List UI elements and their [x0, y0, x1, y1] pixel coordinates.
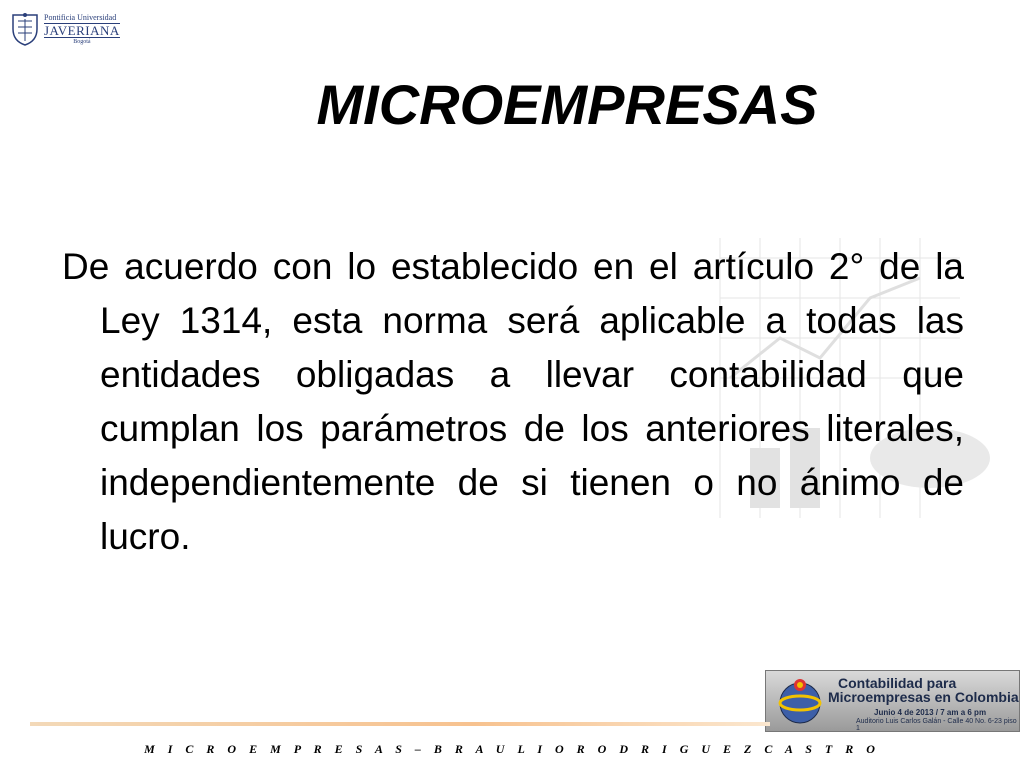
shield-icon: [10, 11, 40, 47]
slide-title: MICROEMPRESAS: [316, 73, 818, 136]
banner-line-4: Auditorio Luis Carlos Galán - Calle 40 No. 6-23 piso 1: [856, 718, 1017, 732]
event-banner: [765, 670, 1020, 732]
logo-line-2: JAVERIANA: [44, 22, 120, 38]
footer-text: M I C R O E M P R E S A S – B R A U L I O R O D R I G U E Z C A S T R O: [144, 742, 880, 756]
banner-line-1: Contabilidad para: [838, 675, 957, 691]
slide-body-text: De acuerdo con lo establecido en el artículo 2° de la Ley 1314, esta norma será aplicable a todas las entidades obligadas a llevar contabilidad que cumplan los parámetros de los anteriores literales, independientemente de si tienen o no ánimo de lucro.: [62, 246, 964, 557]
globe-icon: [776, 677, 824, 727]
banner-line-3: Junio 4 de 2013 / 7 am a 6 pm: [874, 708, 987, 717]
banner-line-2: Microempresas en Colombia: [828, 689, 1019, 705]
logo-line-1: Pontificia Universidad: [44, 12, 117, 22]
footer-divider: [30, 722, 770, 726]
logo-line-3: Bogotá: [73, 38, 91, 45]
university-logo: [10, 8, 120, 50]
